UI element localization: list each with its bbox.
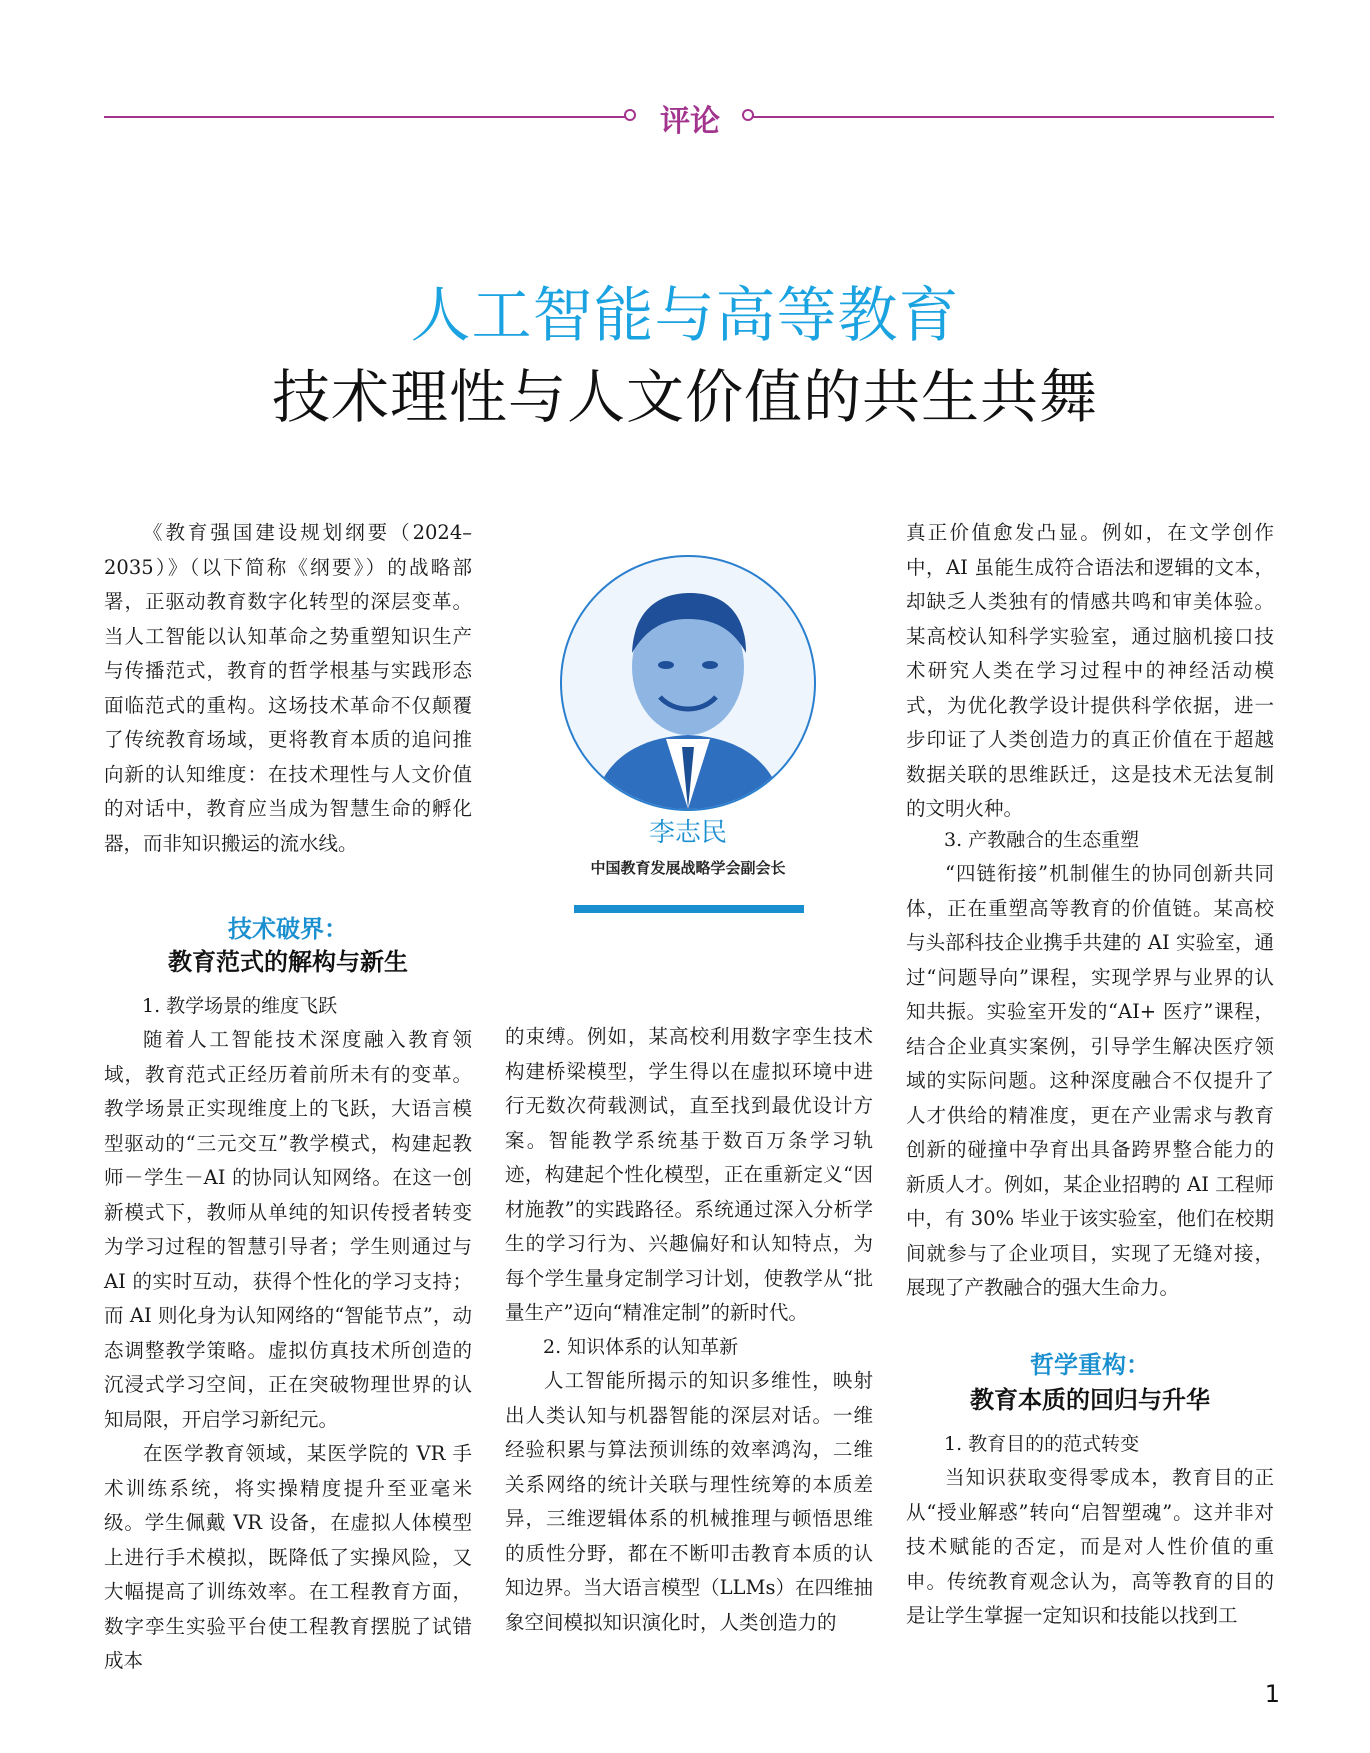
author-name: 李志民: [648, 818, 727, 848]
section1-item2-heading: 2. 知识体系的认知革新: [543, 1336, 739, 1358]
author-divider-bar: [574, 905, 804, 913]
section1-col2-paragraph2: 人工智能所揭示的知识多维性，映射出人类认知与机器智能的深层对话。一维经验积累与算法预训练的效率鸿沟，二维关系网络的统计关联与理性统筹的本质差异，三维逻辑体系的机械推理与顿悟思维的质性分野，都在不断叩击教育本质的认知边界。当大语言模型（LLMs）在四维抽象空间模拟知识演化时，人类创造力的: [505, 1369, 873, 1634]
author-portrait: [560, 555, 816, 811]
section1-col2-paragraph1: 的束缚。例如，某高校利用数字孪生技术构建桥梁模型，学生得以在虚拟环境中进行无数次荷载测试，直至找到最优设计方案。智能教学系统基于数百万条学习轨迹，构建起个性化模型，正在重新定义“因材施教”的实践路径。系统通过深入分析学生的学习行为、兴趣偏好和认知特点，为每个学生量身定制学习计划，使教学从“批量生产”迈向“精准定制”的新时代。: [505, 1025, 873, 1324]
author-portrait-illustration: [562, 557, 814, 809]
article-subtitle: 技术理性与人文价值的共生共舞: [271, 363, 1098, 431]
section2-paragraph1: 当知识获取变得零成本，教育目的正从“授业解惑”转向“启智塑魂”。这并非对技术赋能的否定，而是对人性价值的重申。传统教育观念认为，高等教育的目的是让学生掌握一定知识和技能以找到工: [906, 1466, 1274, 1627]
section1-col1-paragraph2: 在医学教育领域，某医学院的 VR 手术训练系统，将实操精度提升至亚毫米级。学生佩戴 VR 设备，在虚拟人体模型上进行手术模拟，既降低了实操风险，又大幅提高了训练效率。在工程教育方面，数字孪生实验平台使工程教育摆脱了试错成本: [104, 1442, 472, 1672]
section1-col1-paragraph1: 随着人工智能技术深度融入教育领域，教育范式正经历着前所未有的变革。教学场景正实现维度上的飞跃，大语言模型驱动的“三元交互”教学模式，构建起教师－学生－AI 的协同认知网络。在这一创新模式下，教师从单纯的知识传授者转变为学习过程的智慧引导者；学生则通过与 AI 的实时互动，获得个性化的学习支持；而 AI 则化身为认知网络的“智能节点”，动态调整教学策略。虚拟仿真技术所创造的沉浸式学习空间，正在突破物理世界的认知局限，开启学习新纪元。: [104, 1028, 472, 1431]
section1-item1-heading: 1. 教学场景的维度飞跃: [142, 995, 338, 1017]
section1-item3-heading: 3. 产教融合的生态重塑: [944, 829, 1140, 851]
section1-col3-paragraph2: “四链衔接”机制催生的协同创新共同体，正在重塑高等教育的价值链。某高校与头部科技企业携手共建的 AI 实验室，通过“问题导向”课程，实现学界与业界的认知共振。实验室开发的“AI+ 医疗”课程，结合企业真实案例，引导学生解决医疗领域的实际问题。这种深度融合不仅提升了人才供给的精准度，更在产业需求与教育创新的碰撞中孕育出具备跨界整合能力的新质人才。例如，某企业招聘的 AI 工程师中，有 30% 毕业于该实验室，他们在校期间就参与了企业项目，实现了无缝对接，展现了产教融合的强大生命力。: [906, 862, 1274, 1299]
intro-paragraph: 《教育强国建设规划纲要（2024–2035）》（以下简称《纲要》）的战略部署，正驱动教育数字化转型的深层变革。当人工智能以认知革命之势重塑知识生产与传播范式，教育的哲学根基与实践形态面临范式的重构。这场技术革命不仅颠覆了传统教育场域，更将教育本质的追问推向新的认知维度：在技术理性与人文价值的对话中，教育应当成为智慧生命的孵化器，而非知识搬运的流水线。: [104, 521, 472, 855]
section1-col3-paragraph1: 真正价值愈发凸显。例如，在文学创作中，AI 虽能生成符合语法和逻辑的文本，却缺乏人类独有的情感共鸣和审美体验。某高校认知科学实验室，通过脑机接口技术研究人类在学习过程中的神经活动模式，为优化教学设计提供科学依据，进一步印证了人类创造力的真正价值在于超越数据关联的思维跃迁，这是技术无法复制的文明火种。: [906, 521, 1274, 820]
section1-heading-secondary: 教育范式的解构与新生: [168, 948, 408, 976]
portrait-eye-left: [658, 661, 674, 669]
section2-heading-secondary: 教育本质的回归与升华: [970, 1386, 1210, 1414]
section-label: 评论: [660, 104, 720, 139]
author-title: 中国教育发展战略学会副会长: [590, 859, 786, 877]
portrait-eye-right: [702, 661, 718, 669]
article-title: 人工智能与高等教育: [410, 281, 960, 351]
header-rule-left-circle: [624, 109, 636, 121]
header-rule-left: [104, 116, 626, 118]
section1-heading-primary: 技术破界：: [228, 915, 348, 943]
page-number: 1: [1264, 1680, 1280, 1708]
section2-item1-heading: 1. 教育目的的范式转变: [944, 1433, 1140, 1455]
section2-heading-primary: 哲学重构：: [1030, 1351, 1150, 1379]
header-rule-right: [752, 116, 1274, 118]
header-rule-right-circle: [742, 109, 754, 121]
